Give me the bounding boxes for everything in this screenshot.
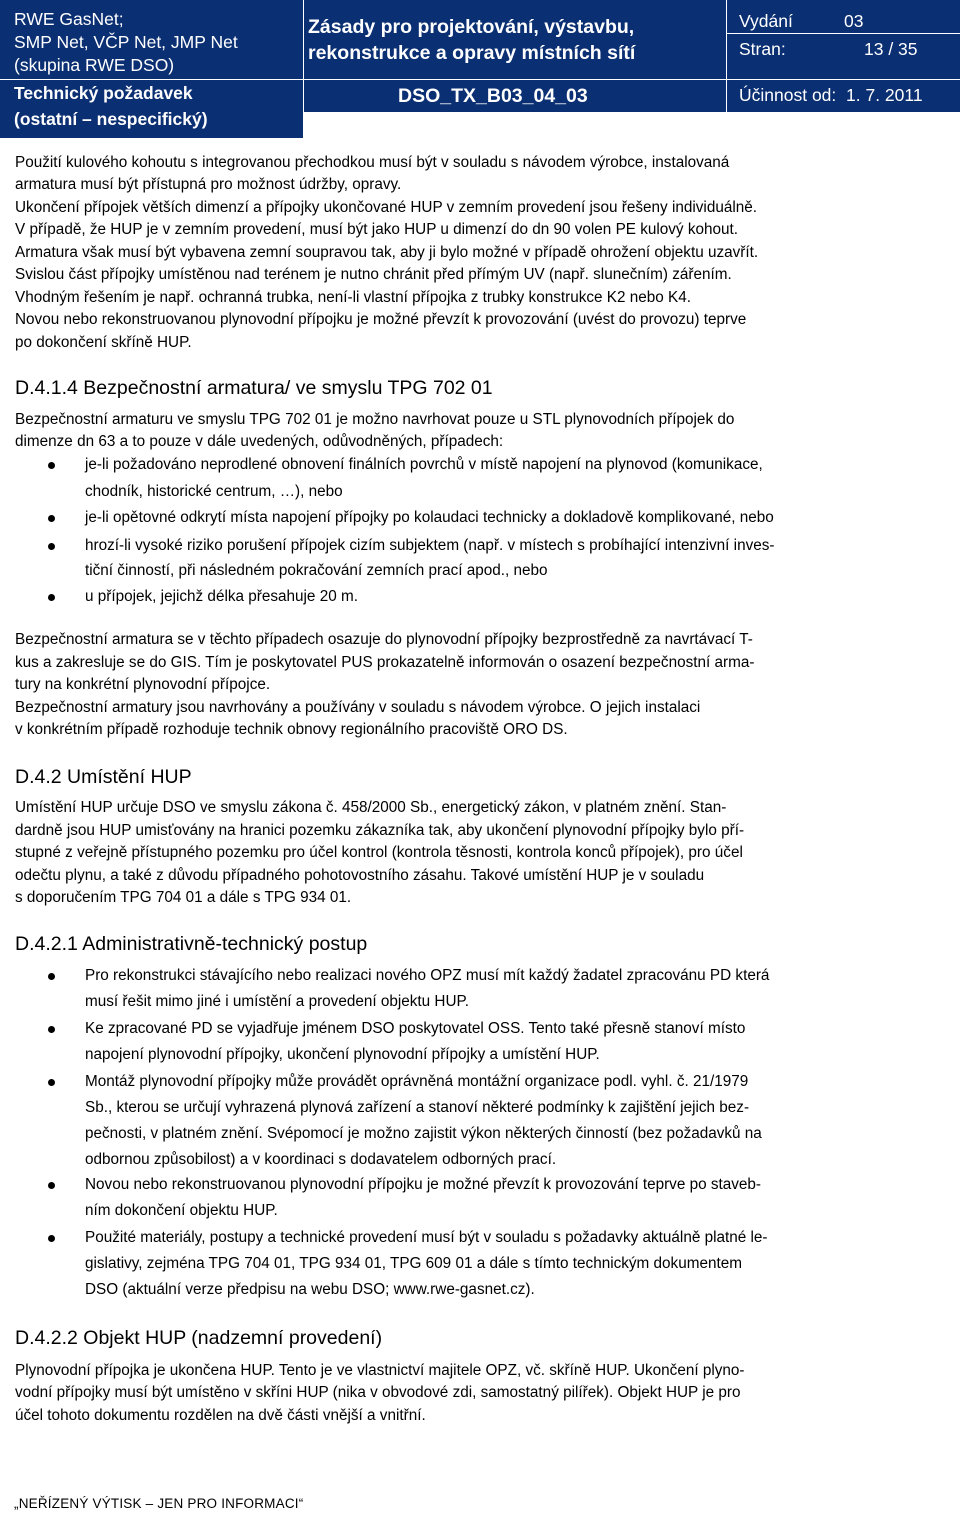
list-item-continuation: chodník, historické centrum, …), nebo bbox=[85, 483, 343, 500]
body-line: Bezpečnostní armatury jsou navrhovány a používány v souladu s návodem výrobce. O jejich instalaci bbox=[15, 699, 701, 716]
list-item-continuation: gislativy, zejména TPG 704 01, TPG 934 01, TPG 609 01 a dále s tímto technickým dokumentem bbox=[85, 1255, 742, 1272]
list-item-continuation: pečnosti, v platném znění. Svépomocí je možno zajistit výkon některých činností (bez požadavků na bbox=[85, 1125, 762, 1142]
body-line: s doporučením TPG 704 01 a dále s TPG 934 01. bbox=[15, 889, 352, 906]
list-item-continuation: DSO (aktuální verze předpisu na webu DSO; www.rwe-gasnet.cz). bbox=[85, 1281, 535, 1298]
list-item: Pro rekonstrukci stávajícího nebo realizaci nového OPZ musí mít každý žadatel zpracovánu PD která bbox=[85, 967, 770, 984]
bullet-icon bbox=[48, 462, 55, 469]
body-line: Bezpečnostní armatura se v těchto případech osazuje do plynovodní přípojky bezprostředně za navrtávací T- bbox=[15, 631, 753, 648]
body-line: účel tohoto dokumentu rozdělen na dvě části vnější a vnitřní. bbox=[15, 1407, 426, 1424]
body-line: vodní přípojky musí být umístěno v skříni HUP (nika v obvodové zdi, samostatný pilířek). Objekt HUP je pro bbox=[15, 1384, 741, 1401]
list-item: Novou nebo rekonstruovanou plynovodní přípojku je možné převzít k provozování teprve po staveb- bbox=[85, 1176, 762, 1193]
body-line: Armatura však musí být vybavena zemní soupravou tak, aby ji bylo možné v případě ohrožení objektu uzavřít. bbox=[15, 244, 759, 261]
bullet-icon bbox=[48, 1079, 55, 1086]
bullet-icon bbox=[48, 543, 55, 550]
doc-type-sublabel: (ostatní – nespecifický) bbox=[14, 109, 208, 129]
list-item-continuation: Sb., kterou se určují vyhrazená plynová zařízení a stanoví některé podmínky k zajištění jejich bez- bbox=[85, 1099, 750, 1116]
list-item: u přípojek, jejichž délka přesahuje 20 m. bbox=[85, 588, 358, 605]
bullet-icon bbox=[48, 1182, 55, 1189]
company-group: (skupina RWE DSO) bbox=[14, 55, 175, 75]
document-header bbox=[0, 0, 960, 138]
list-item: Použité materiály, postupy a technické provedení musí být v souladu s požadavky aktuálně platné le- bbox=[85, 1229, 768, 1246]
bullet-icon bbox=[48, 973, 55, 980]
body-line: Ukončení přípojek větších dimenzí a přípojky ukončované HUP v zemním provedení jsou řešeny individuálně. bbox=[15, 199, 758, 216]
body-line: v konkrétním případě rozhoduje technik obnovy regionálního pracoviště ORO DS. bbox=[15, 721, 568, 738]
body-line: dimenze dn 63 a to pouze v dále uvedených, odůvodněných, případech: bbox=[15, 433, 504, 450]
section-heading: D.4.2.2 Objekt HUP (nadzemní provedení) bbox=[15, 1327, 383, 1349]
list-item-continuation: tiční činností, při následném pokračování zemních prací apod., nebo bbox=[85, 562, 548, 579]
title-cell bbox=[304, 0, 726, 79]
section-heading: D.4.2 Umístění HUP bbox=[15, 766, 192, 788]
list-item: Ke zpracované PD se vyjadřuje jménem DSO poskytovatel OSS. Tento také přesně stanoví místo bbox=[85, 1020, 746, 1037]
body-line: Vhodným řešením je např. ochranná trubka, není-li vlastní přípojka z trubky konstrukce K2 nebo K4. bbox=[15, 289, 691, 306]
bullet-icon bbox=[48, 1235, 55, 1242]
company-name: RWE GasNet; bbox=[14, 9, 124, 29]
body-line: po dokončení skříně HUP. bbox=[15, 334, 192, 351]
list-item-continuation: ním dokončení objektu HUP. bbox=[85, 1202, 278, 1219]
bullet-icon bbox=[48, 515, 55, 522]
page-value: 13 / 35 bbox=[864, 39, 918, 59]
list-item: hrozí-li vysoké riziko porušení přípojek cizím subjektem (např. v místech s probíhající intenzivní inves- bbox=[85, 537, 775, 554]
effective-label: Účinnost od: bbox=[739, 85, 837, 105]
body-line: kus a zakresluje se do GIS. Tím je poskytovatel PUS prokazatelně informován o osazení bezpečnostní arma- bbox=[15, 654, 755, 671]
effective-value: 1. 7. 2011 bbox=[846, 85, 923, 105]
body-line: armatura musí být přístupná pro možnost údržby, opravy. bbox=[15, 176, 402, 193]
section-heading: D.4.2.1 Administrativně-technický postup bbox=[15, 933, 368, 955]
company-subsidiaries: SMP Net, VČP Net, JMP Net bbox=[14, 32, 238, 52]
body-line: Použití kulového kohoutu s integrovanou přechodkou musí být v souladu s návodem výrobce, instalovaná bbox=[15, 154, 730, 171]
uncontrolled-copy-notice: „NEŘÍZENÝ VÝTISK – JEN PRO INFORMACI“ bbox=[14, 1496, 304, 1511]
body-line: V případě, že HUP je v zemním provedení, musí být jako HUP u dimenzí do dn 90 volen PE kulový kohout. bbox=[15, 221, 739, 238]
list-item: je-li požadováno neprodlené obnovení finálních povrchů v místě napojení na plynovod (komunikace, bbox=[85, 456, 763, 473]
body-line: stupné z veřejně přístupného pozemku pro účel kontrol (kontrola těsnosti, kontrola konců přípojek), pro účel bbox=[15, 844, 743, 861]
page-label: Stran: bbox=[739, 39, 786, 59]
list-item-continuation: musí řešit mimo jiné i umístění a provedení objektu HUP. bbox=[85, 993, 470, 1010]
body-line: Bezpečnostní armaturu ve smyslu TPG 702 01 je možno navrhovat pouze u STL plynovodních přípojek do bbox=[15, 411, 735, 428]
body-line: odečtu plynu, a také z důvodu případného pohotovostního zásahu. Takové umístění HUP je v souladu bbox=[15, 867, 705, 884]
body-line: Plynovodní přípojka je ukončena HUP. Tento je ve vlastnictví majitele OPZ, vč. skříně HUP. Ukončení plyno- bbox=[15, 1362, 745, 1379]
body-line: Novou nebo rekonstruovanou plynovodní přípojku je možné převzít k provozování (uvést do provozu) teprve bbox=[15, 311, 747, 328]
version-label: Vydání bbox=[739, 11, 793, 31]
document-title-line-2: rekonstrukce a opravy místních sítí bbox=[308, 42, 636, 64]
document-title-line-1: Zásady pro projektování, výstavbu, bbox=[308, 16, 635, 38]
list-item-continuation: napojení plynovodní přípojky, ukončení plynovodní přípojky a umístění HUP. bbox=[85, 1046, 600, 1063]
bullet-icon bbox=[48, 594, 55, 601]
list-item: je-li opětovné odkrytí místa napojení přípojky po kolaudaci technicky a dokladově komplikované, nebo bbox=[85, 509, 774, 526]
list-item: Montáž plynovodní přípojky může provádět oprávněná montážní organizace podl. vyhl. č. 21/1979 bbox=[85, 1073, 749, 1090]
body-line: tury na konkrétní plynovodní přípojce. bbox=[15, 676, 271, 693]
body-line: Svislou část přípojky umístěnou nad terénem je nutno chránit před přímým UV (např. slunečním) zářením. bbox=[15, 266, 732, 283]
doc-type-label: Technický požadavek bbox=[14, 83, 193, 103]
body-line: Umístění HUP určuje DSO ve smyslu zákona č. 458/2000 Sb., energetický zákon, v platném znění. Stan- bbox=[15, 799, 727, 816]
bullet-icon bbox=[48, 1026, 55, 1033]
section-heading: D.4.1.4 Bezpečnostní armatura/ ve smyslu TPG 702 01 bbox=[15, 377, 493, 399]
body-line: dardně jsou HUP umisťovány na hranici pozemku zákazníka tak, aby ukončení plynovodní přípojky bylo pří- bbox=[15, 822, 745, 839]
version-value: 03 bbox=[844, 11, 864, 31]
list-item-continuation: odbornou způsobilost) a v koordinaci s dodavatelem odborných prací. bbox=[85, 1151, 557, 1168]
document-code: DSO_TX_B03_04_03 bbox=[398, 85, 588, 107]
